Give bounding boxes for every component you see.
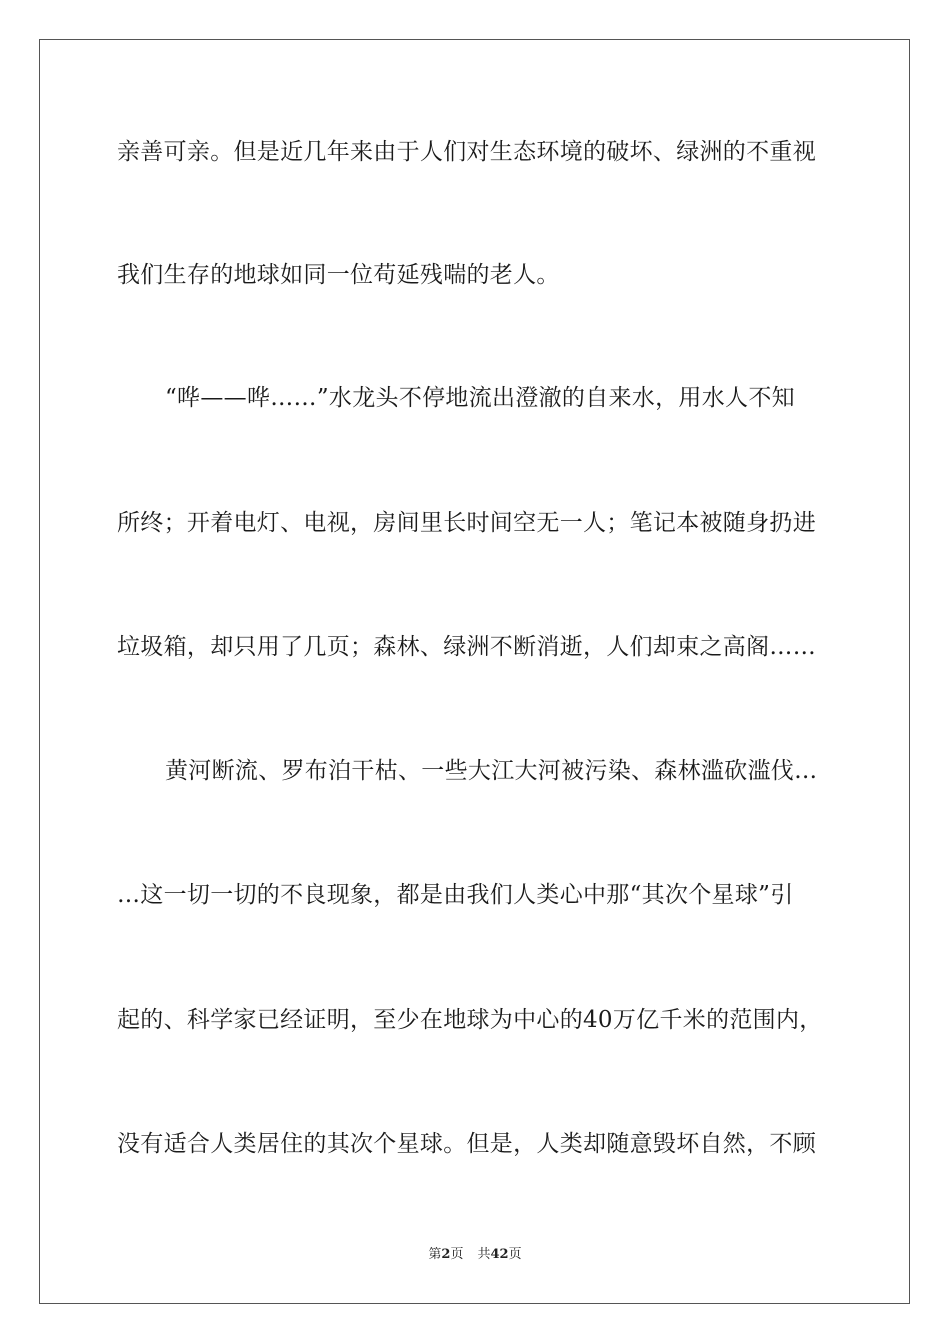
current-page-number: 2 — [441, 1247, 451, 1262]
total-prefix: 共 — [477, 1247, 491, 1262]
text-line-8: 起的、科学家已经证明，至少在地球为中心的40万亿千米的范围内， — [117, 1007, 823, 1033]
text-line-2: 我们生存的地球如同一位苟延残喘的老人。 — [117, 262, 560, 288]
page-prefix: 第 — [428, 1247, 442, 1262]
text-line-9: 没有适合人类居住的其次个星球。但是，人类却随意毁坏自然，不顾 — [117, 1131, 816, 1157]
text-line-3: “哗——哗……”水龙头不停地流出澄澈的自来水，用水人不知 — [165, 385, 795, 411]
page-footer — [0, 1246, 950, 1264]
text-line-6: 黄河断流、罗布泊干枯、一些大江大河被污染、森林滥砍滥伐… — [165, 758, 818, 784]
page-unit: 页 — [450, 1247, 464, 1262]
total-page-number: 42 — [490, 1247, 509, 1262]
total-unit: 页 — [508, 1247, 522, 1262]
page-border — [39, 39, 910, 1304]
text-line-1: 亲善可亲。但是近几年来由于人们对生态环境的破坏、绿洲的不重视 — [117, 139, 816, 165]
text-line-5: 垃圾箱，却只用了几页；森林、绿洲不断消逝，人们却束之高阁…… — [117, 634, 816, 660]
text-line-7: …这一切一切的不良现象，都是由我们人类心中那“其次个星球”引 — [117, 882, 794, 908]
text-line-4: 所终；开着电灯、电视，房间里长时间空无一人；笔记本被随身扔进 — [117, 510, 816, 536]
